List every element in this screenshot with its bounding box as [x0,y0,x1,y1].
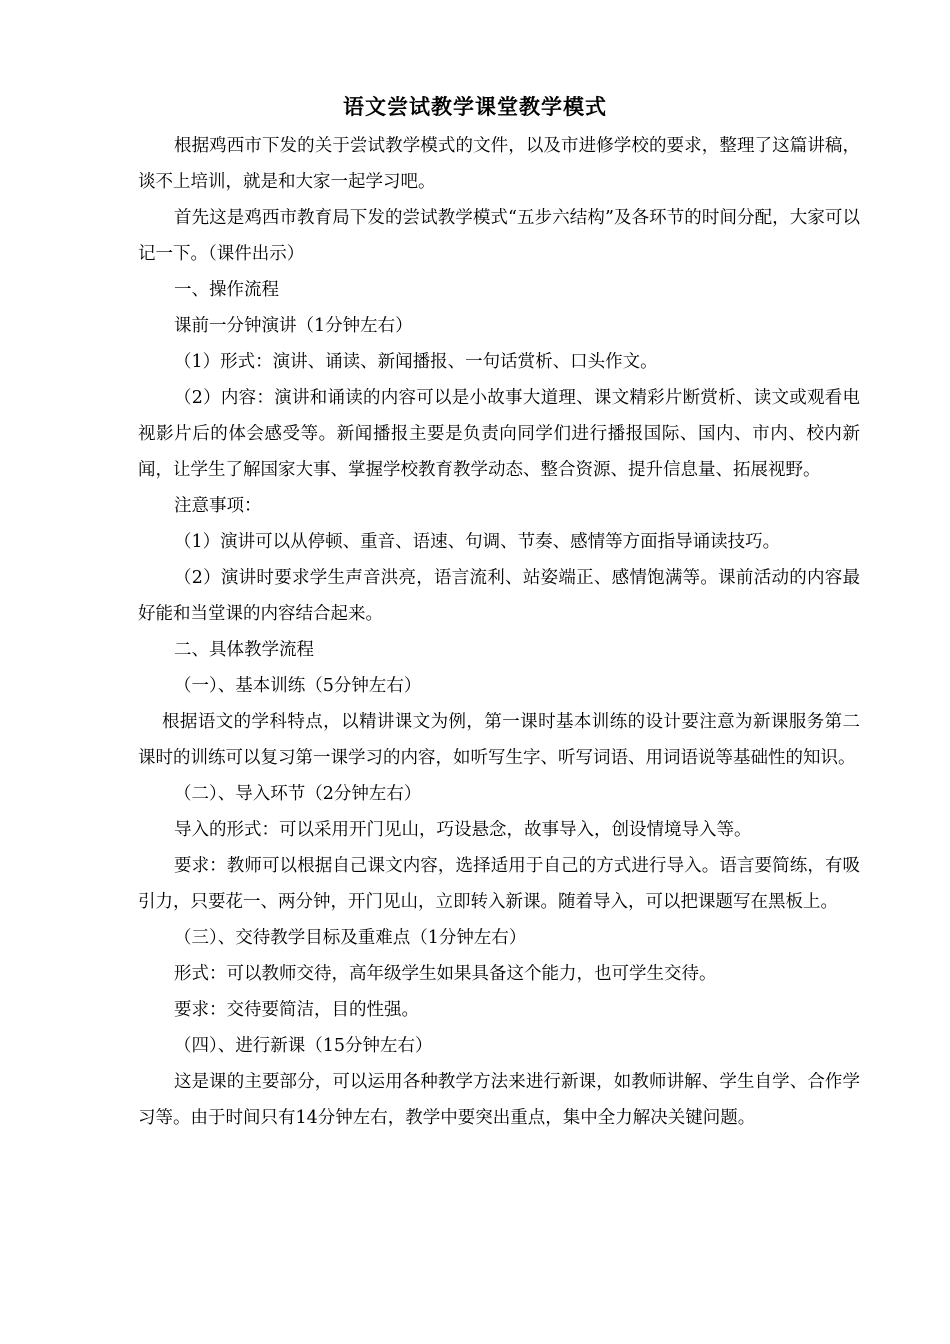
subheading-new-lesson: （四）、进行新课（15分钟左右） [174,1036,433,1056]
list-item-note-1: （1）演讲可以从停顿、重音、语速、句调、节奏、感情等方面指导诵读技巧。 [174,532,781,552]
document-body [138,128,860,1136]
list-item-form: （1）形式：演讲、诵读、新闻播报、一句话赏析、口头作文。 [174,352,658,372]
subheading-basic-training: （一）、基本训练（5分钟左右） [174,676,422,696]
subheading-pre-class-speech: 课前一分钟演讲（1分钟左右） [174,316,413,336]
paragraph-intro-form: 导入的形式：可以采用开门见山，巧设悬念，故事导入，创设情境导入等。 [174,820,752,840]
paragraph-intro: 根据鸡西市下发的关于尝试教学模式的文件，以及市进修学校的要求，整理了这篇讲稿，谈不上培训，就是和大家一起学习吧。 [138,136,860,192]
subheading-introduction: （二）、导入环节（2分钟左右） [174,784,422,804]
subheading-notes: 注意事项： [174,496,262,516]
document-title: 语文尝试教学课堂教学模式 [343,94,607,119]
paragraph-objectives-requirement: 要求：交待要简洁，目的性强。 [174,1000,419,1020]
paragraph-objectives-form: 形式：可以教师交待，高年级学生如果具备这个能力，也可学生交待。 [174,964,717,984]
paragraph-new-lesson: 这是课的主要部分，可以运用各种教学方法来进行新课，如教师讲解、学生自学、合作学习等。由于时间只有14分钟左右，教学中要突出重点，集中全力解决关键问题。 [138,1072,860,1128]
paragraph-five-steps: 首先这是鸡西市教育局下发的尝试教学模式“五步六结构”及各环节的时间分配，大家可以记一下。（课件出示） [138,208,860,264]
list-item-note-2: （2）演讲时要求学生声音洪亮，语言流利、站姿端正、感情饱满等。课前活动的内容最好能和当堂课的内容结合起来。 [138,568,860,624]
subheading-objectives: （三）、交待教学目标及重难点（1分钟左右） [174,928,527,948]
paragraph-basic-training: 根据语文的学科特点，以精讲课文为例，第一课时基本训练的设计要注意为新课服务第二课时的训练可以复习第一课学习的内容，如听写生字、听写词语、用词语说等基础性的知识。 [138,712,860,768]
heading-teaching-flow: 二、具体教学流程 [174,640,314,660]
list-item-content: （2）内容：演讲和诵读的内容可以是小故事大道理、课文精彩片断赏析、读文或观看电视影片后的体会感受等。新闻播报主要是负责向同学们进行播报国际、国内、市内、校内新闻，让学生了解国家大事、掌握学校教育教学动态、整合资源、提升信息量、拓展视野。 [138,388,860,480]
paragraph-intro-requirement: 要求：教师可以根据自己课文内容，选择适用于自己的方式进行导入。语言要简练，有吸引力，只要花一、两分钟，开门见山，立即转入新课。随着导入，可以把课题写在黑板上。 [138,856,860,912]
heading-operation-flow: 一、操作流程 [174,280,279,300]
